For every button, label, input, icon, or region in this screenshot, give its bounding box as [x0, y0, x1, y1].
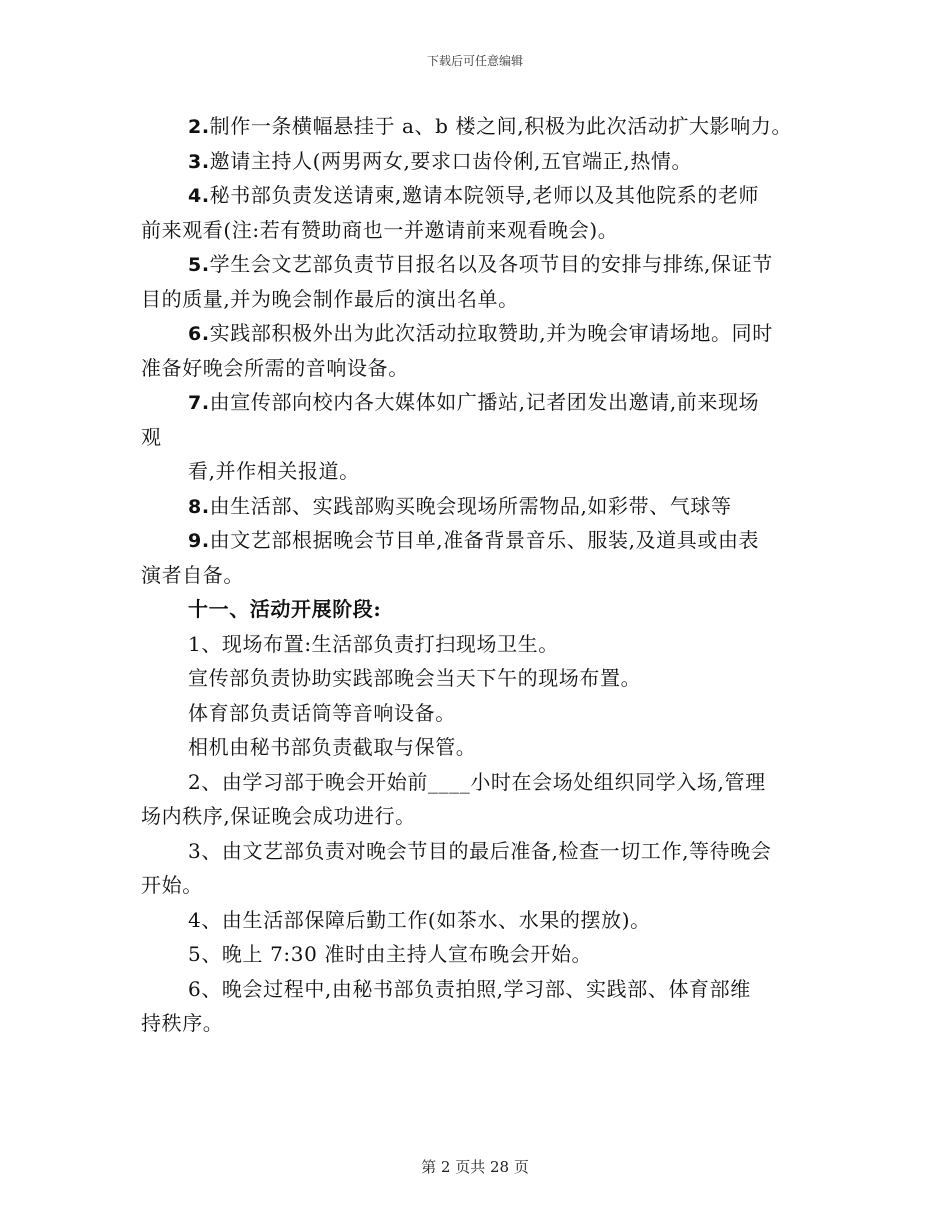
- page-header: 下载后可任意编辑: [426, 54, 523, 68]
- paragraph-line: 6、晚会过程中,由秘书部负责拍照,学习部、实践部、体育部维: [188, 976, 751, 1001]
- paragraph-line: 9.由文艺部根据晚会节目单,准备背景音乐、服装,及道具或由表: [188, 528, 760, 552]
- item-number: 4.: [188, 185, 210, 207]
- paragraph-line: 前来观看(注:若有赞助商也一并邀请前来观看晚会)。: [141, 217, 619, 242]
- paragraph: [141, 903, 821, 938]
- item-number: 9.: [188, 530, 210, 552]
- paragraph-line: 4.秘书部负责发送请柬,邀请本院领导,老师以及其他院系的老师: [188, 183, 760, 207]
- section-heading: [141, 592, 821, 627]
- paragraph: [141, 109, 821, 144]
- paragraph-line: 7.由宣传部向校内各大媒体如广播站,记者团发出邀请,前来现场: [188, 390, 760, 414]
- item-number: 5.: [188, 254, 210, 276]
- paragraph: [141, 972, 821, 1041]
- paragraph-line: 体育部负责话筒等音响设备。: [188, 700, 456, 725]
- item-number: 8.: [188, 495, 210, 518]
- paragraph-line: 宣传部负责协助实践部晚会当天下午的现场布置。: [188, 666, 642, 690]
- paragraph: [141, 730, 821, 765]
- paragraph-line: 场内秩序,保证晚会成功进行。: [141, 804, 416, 828]
- paragraph-line: 准备好晚会所需的音响设备。: [141, 355, 409, 380]
- paragraph: [141, 454, 821, 489]
- paragraph-line: 目的质量,并为晚会制作最后的演出名单。: [141, 286, 519, 311]
- paragraph: [141, 247, 821, 316]
- paragraph: [141, 937, 821, 972]
- paragraph: [141, 661, 821, 696]
- paragraph-line: 5.学生会文艺部负责节目报名以及各项节目的安排与排练,保证节: [188, 252, 773, 276]
- paragraph-line: 1、现场布置:生活部负责打扫现场卫生。: [188, 631, 559, 656]
- item-number: 7.: [188, 392, 210, 414]
- paragraph-line: 观: [141, 424, 162, 449]
- item-number: 6.: [188, 323, 210, 345]
- paragraph: [141, 765, 821, 834]
- paragraph: [141, 696, 821, 731]
- paragraph-line: 3、由文艺部负责对晚会节目的最后准备,检查一切工作,等待晚会: [188, 838, 772, 863]
- paragraph-line: 看,并作相关报道。: [188, 459, 360, 483]
- paragraph-line: 8.由生活部、实践部购买晚会现场所需物品,如彩带、气球等: [188, 493, 732, 518]
- paragraph-line: 十一、活动开展阶段:: [188, 597, 382, 621]
- paragraph-line: 6.实践部积极外出为此次活动拉取赞助,并为晚会审请场地。同时: [188, 321, 773, 345]
- paragraph-line: 持秩序。: [141, 1011, 224, 1035]
- paragraph: [141, 489, 821, 524]
- item-number: 2.: [188, 116, 210, 138]
- paragraph: [141, 834, 821, 903]
- paragraph: [141, 316, 821, 385]
- paragraph-line: 演者自备。: [141, 562, 244, 587]
- paragraph: [141, 627, 821, 662]
- paragraph: [141, 523, 821, 592]
- paragraph: [141, 144, 821, 179]
- paragraph-line: 5、晚上 7:30 准时由主持人宣布晚会开始。: [188, 942, 593, 966]
- paragraph-line: 2、由学习部于晚会开始前____小时在会场处组织同学入场,管理: [188, 769, 766, 794]
- paragraph-line: 4、由生活部保障后勤工作(如茶水、水果的摆放)。: [188, 907, 651, 932]
- paragraph-line: 3.邀请主持人(两男两女,要求口齿伶俐,五官端正,热情。: [188, 148, 693, 173]
- page-footer: 第 2 页共 28 页: [421, 1158, 529, 1176]
- paragraph: [141, 178, 821, 247]
- paragraph-line: 相机由秘书部负责截取与保管。: [188, 735, 477, 759]
- paragraph: [141, 385, 821, 454]
- paragraph-line: 2.制作一条横幅悬挂于 a、b 楼之间,积极为此次活动扩大影响力。: [188, 114, 793, 138]
- paragraph-line: 开始。: [141, 873, 203, 897]
- item-number: 3.: [188, 150, 210, 173]
